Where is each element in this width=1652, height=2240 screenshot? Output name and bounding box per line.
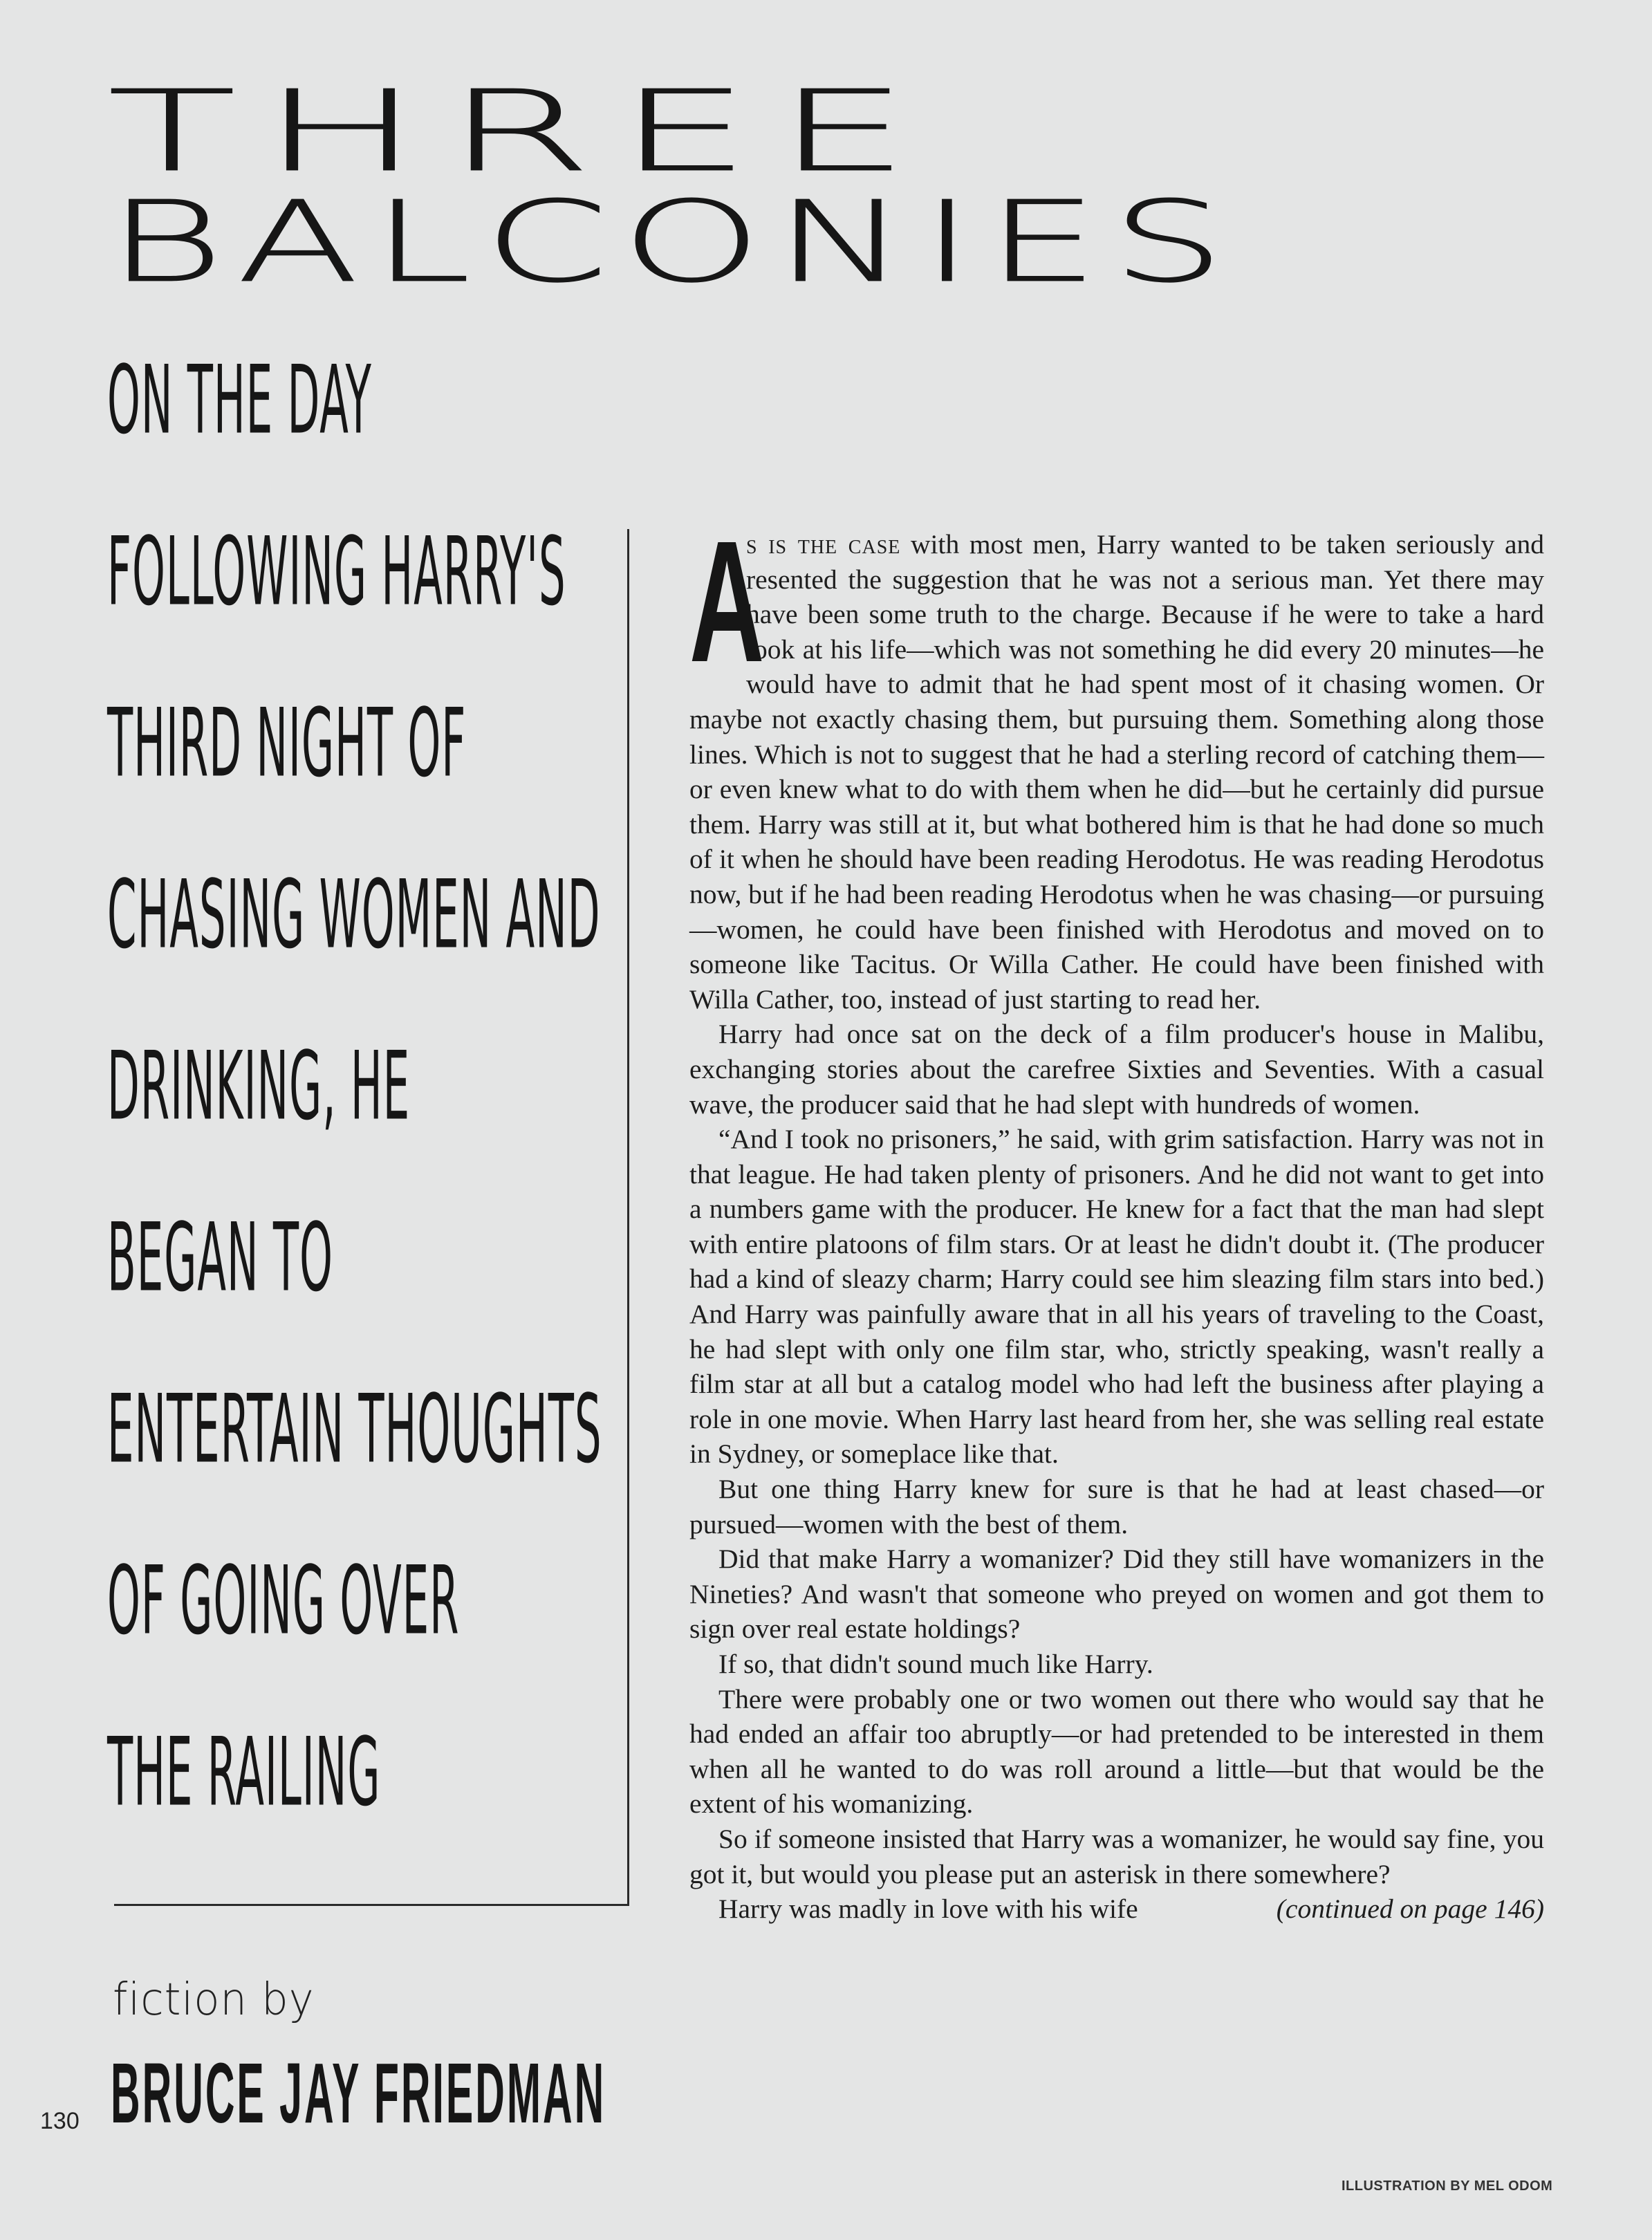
deck-line: THIRD NIGHT OF bbox=[107, 687, 467, 799]
deck-line: ON THE DAY bbox=[107, 344, 372, 456]
byline-label: fiction by bbox=[113, 1974, 315, 2026]
lead-in: s is the case bbox=[746, 529, 901, 559]
deck-line: THE RAILING bbox=[107, 1716, 381, 1828]
deck-line: DRINKING, HE bbox=[107, 1030, 411, 1142]
deck-vertical-rule bbox=[627, 529, 629, 1905]
deck-line: OF GOING OVER bbox=[107, 1545, 460, 1656]
deck bbox=[107, 344, 633, 1896]
paragraph: Did that make Harry a womanizer? Did they still have womanizers in the Nineties? And wasn't that someone who preyed on women and got them to sign over real estate holdings? bbox=[689, 1544, 1544, 1645]
deck-line: CHASING WOMEN AND bbox=[107, 859, 601, 970]
title-line-1: THREE bbox=[107, 66, 935, 197]
page-number: 130 bbox=[40, 2108, 80, 2134]
paragraph: So if someone insisted that Harry was a womanizer, he would say fine, you got it, but would you please put an asterisk in there somewhere? bbox=[689, 1823, 1544, 1889]
continued-note[interactable]: (continued on page 146) bbox=[1276, 1894, 1544, 1925]
paragraph: But one thing Harry knew for sure is that he had at least chased—or pursued—women with the best of them. bbox=[689, 1474, 1544, 1539]
illustration-credit: ILLUSTRATION BY MEL ODOM bbox=[1342, 2178, 1553, 2194]
title-line-2: BALCONIES bbox=[107, 177, 1238, 308]
paragraph: “And I took no prisoners,” he said, with grim satisfaction. Harry was not in that league. He had taken plenty of prisoners. And he did not want to get into a numbers game with the producer. He knew for a fact that the man had slept with entire platoons of film stars. Or at least he didn't doubt it. (The producer had a kind of sleazy charm; Harry could see him sleazing film stars into bed.) And Harry was painfully aware that in all his years of traveling to the Coast, he had slept with only one film star, who, strictly speaking, wasn't really a film star at all but a catalog model who had left the business after playing a role in one movie. When Harry last heard from her, she was selling real estate in Sydney, or someplace like that. bbox=[689, 1124, 1544, 1470]
paragraph bbox=[689, 1891, 1544, 1927]
deck-horizontal-rule bbox=[114, 1904, 629, 1906]
deck-line: ENTERTAIN THOUGHTS bbox=[107, 1373, 602, 1485]
paragraph bbox=[689, 505, 1545, 1017]
deck-line: FOLLOWING HARRY'S bbox=[107, 516, 566, 627]
paragraph: Harry had once sat on the deck of a film producer's house in Malibu, exchanging stories about the carefree Sixties and Seventies. With a casual wave, the producer said that he had slept with hundreds of women. bbox=[689, 1019, 1544, 1120]
paragraph-text: Harry was madly in love with his wife bbox=[718, 1894, 1138, 1925]
drop-cap: A bbox=[689, 505, 765, 698]
deck-line: BEGAN TO bbox=[107, 1202, 333, 1313]
paragraph: If so, that didn't sound much like Harry. bbox=[718, 1649, 1153, 1679]
paragraph-text: with most men, Harry wanted to be taken seriously and resented the suggestion that he was not a serious man. Yet there may have been some truth to the charge. Because if he were to take a hard look at his life—which was not something he did every 20 minutes—he would have to admit that he had spent most of it chasing women. Or maybe not exactly chasing them, but pursuing them. Something along those lines. Which is not to suggest that he had a sterling record of catching them—or even knew what to do with them when he did—but he certainly did pursue them. Harry was still at it, but what bothered him is that he had done so much of it when he should have been reading Herodotus. He was reading Herodotus now, but if he had been reading Herodotus when he was chasing—or pursuing—women, he could have been finished with Herodotus and moved on to someone like Tacitus. Or Willa Cather. He could have been finished with Willa Cather, too, instead of just starting to read her. bbox=[689, 529, 1545, 1015]
paragraph: There were probably one or two women out there who would say that he had ended an affair too abruptly—or had pretended to be interested in them when all he wanted to do was roll around a little—but that would be the extent of his womanizing. bbox=[689, 1683, 1544, 1820]
article-body bbox=[689, 505, 1545, 1927]
byline-author: BRUCE JAY FRIEDMAN bbox=[111, 2045, 606, 2142]
